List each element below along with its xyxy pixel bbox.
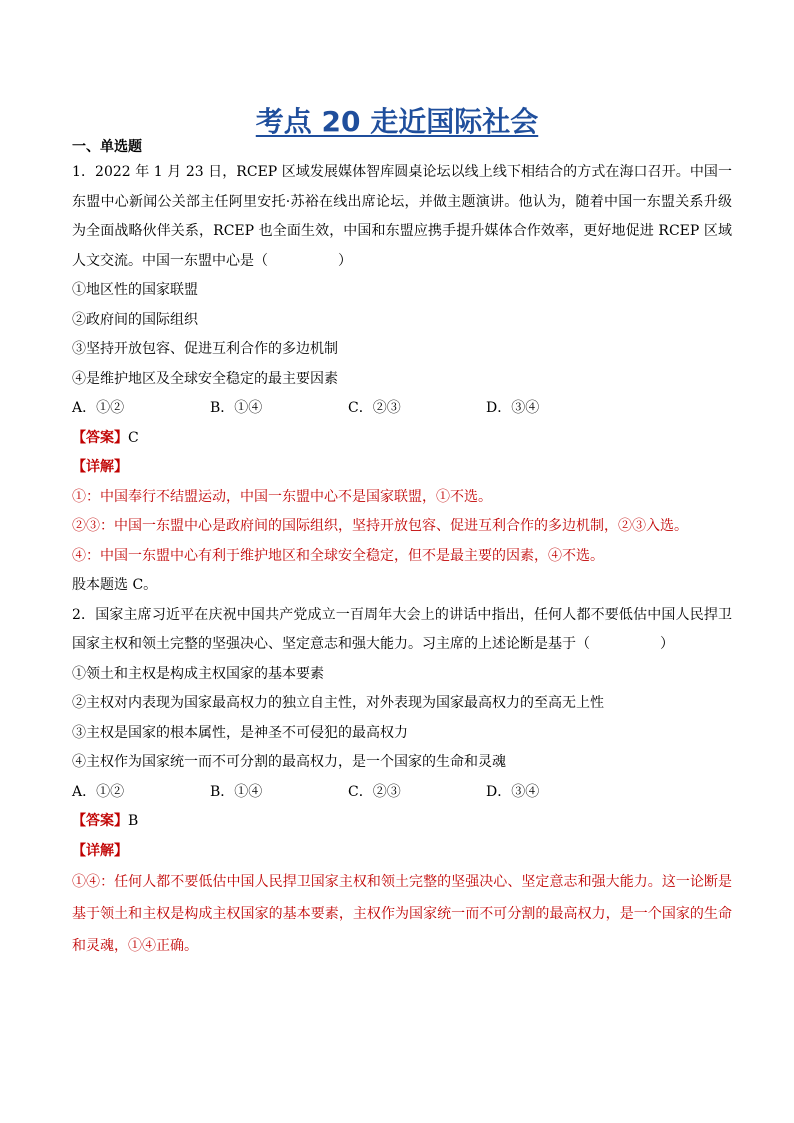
q2-option-4: ④主权作为国家统一而不可分割的最高权力，是一个国家的生命和灵魂	[72, 754, 506, 770]
q2-explanation: ①④：任何人都不要低估中国人民捍卫国家主权和领土完整的坚强决心、坚定意志和强大能力。这一论断是基于领土和主权是构成主权国家的基本要素，主权作为国家统一而不可分割的最高权力，是一个国家的生命和灵魂，①④正确。	[72, 874, 732, 954]
q1-choice-c: C．②③	[348, 400, 401, 416]
q1-choice-b: B．①④	[210, 400, 263, 416]
q2-option-2: ②主权对内表现为国家最高权力的独立自主性，对外表现为国家最高权力的至高无上性	[72, 695, 604, 711]
q2-option-3: ③主权是国家的根本属性，是神圣不可侵犯的最高权力	[72, 724, 408, 741]
q1-answer-value: C	[128, 429, 139, 446]
q2-answer	[72, 807, 732, 837]
q1-option-2: ②政府间的国际组织	[72, 311, 198, 328]
q1-option-3: ③坚持开放包容、促进互利合作的多边机制	[72, 341, 338, 357]
q2-detail-tag: 【详解】	[72, 842, 128, 859]
q1-explanation-2: ②③：中国一东盟中心是政府间的国际组织，坚持开放包容、促进互利合作的多边机制，②③入选。	[72, 518, 688, 534]
q1-option-1: ①地区性的国家联盟	[72, 282, 198, 298]
q1-answer	[72, 424, 732, 454]
section-heading: 一、单选题	[72, 139, 142, 155]
q1-explanation-1: ①：中国奉行不结盟运动，中国一东盟中心不是国家联盟，①不选。	[72, 488, 492, 505]
q1-explanation-3: ④：中国一东盟中心有利于维护地区和全球安全稳定，但不是最主要的因素，④不选。	[72, 547, 604, 564]
q2-choice-a: A．①②	[72, 783, 125, 800]
q1-stem: 1．2022 年 1 月 23 日，RCEP 区域发展媒体智库圆桌论坛以线上线下相结合的方式在海口召开。中国一东盟中心新闻公关部主任阿里安托·苏裕在线出席论坛，并做主题演讲。他认为，随着中国一东盟关系升级为全面战略伙伴关系，RCEP 也全面生效，中国和东盟应携手提升媒体合作效率，更好地促进 RCEP 区域人文交流。中国一东盟中心是（ ）	[72, 164, 732, 269]
content	[72, 136, 732, 962]
q1-choices	[72, 394, 732, 424]
q2-answer-value: B	[128, 813, 139, 829]
q2-stem: 2．国家主席习近平在庆祝中国共产党成立一百周年大会上的讲话中指出，任何人都不要低估中国人民捍卫国家主权和领土完整的坚强决心、坚定意志和强大能力。习主席的上述论断是基于（ ）	[72, 606, 732, 652]
q1-answer-tag: 【答案】	[72, 429, 128, 446]
q2-choice-c: C．②③	[348, 783, 401, 800]
q2-choice-d: D．③④	[486, 783, 540, 800]
q1-choice-d: D．③④	[486, 400, 540, 416]
q2-answer-tag: 【答案】	[72, 813, 128, 829]
q2-detail	[72, 837, 732, 867]
q2-option-1: ①领土和主权是构成主权国家的基本要素	[72, 665, 324, 682]
q1-choice-a: A．①②	[72, 400, 125, 416]
q2-choice-b: B．①④	[210, 783, 263, 800]
q1-detail-tag: 【详解】	[72, 459, 128, 475]
page-title: 考点 20 走近国际社会	[255, 105, 539, 138]
q1-detail	[72, 453, 732, 483]
q1-option-4: ④是维护地区及全球安全稳定的最主要因素	[72, 370, 338, 387]
q1-conclusion: 股本题选 C。	[72, 577, 158, 593]
q2-choices	[72, 778, 732, 808]
